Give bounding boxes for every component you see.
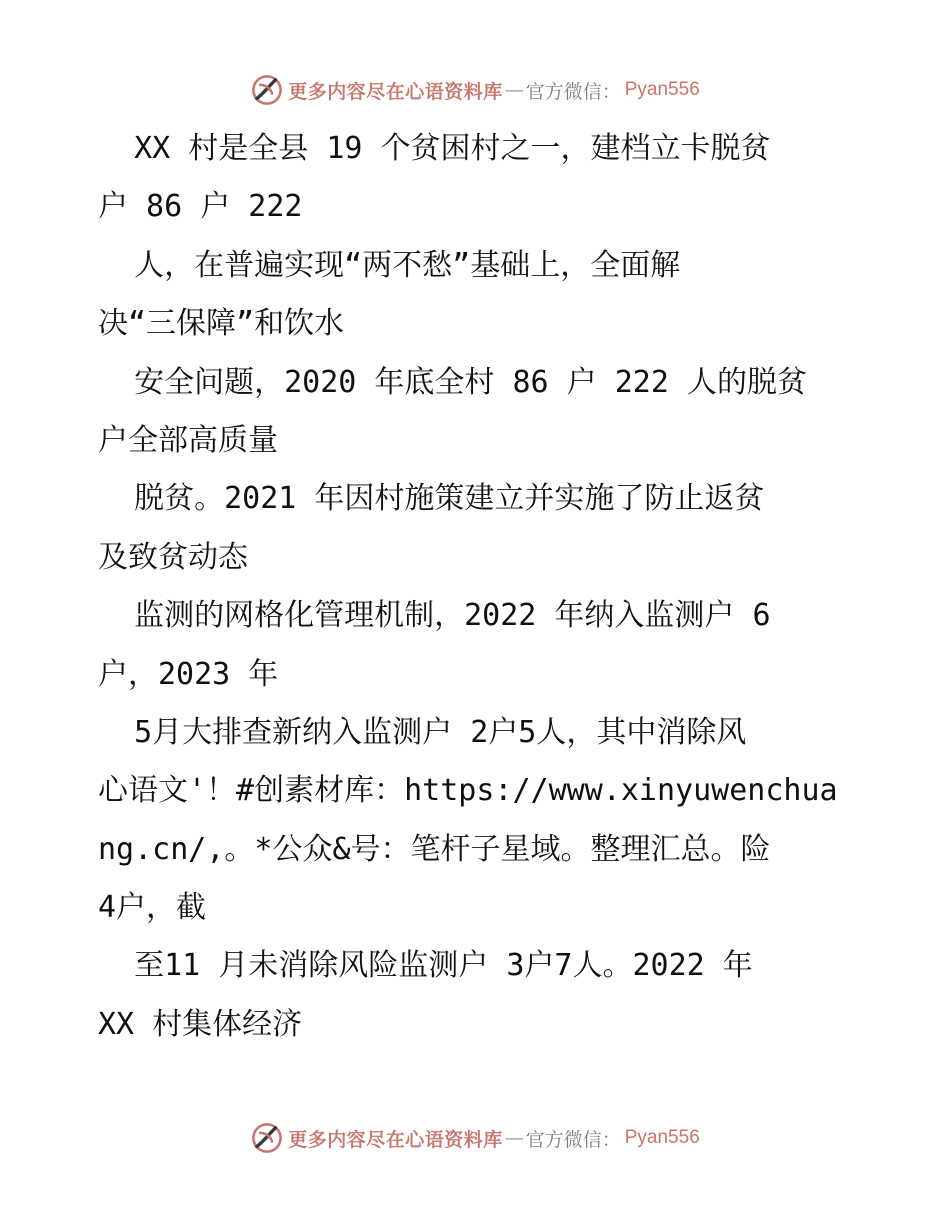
banner-separator: — [504,79,524,101]
banner-separator: — [504,1127,524,1149]
text-line: 5月大排查新纳入监测户 2户5人，其中消除风 [98,714,747,750]
text-line: XX 村集体经济 [98,1006,303,1042]
text-line: 决“三保障”和饮水 [98,306,345,342]
text-line: 安全问题，2020 年底全村 86 户 222 人的脱贫 [98,364,807,400]
text-line: 人，在普遍实现“两不愁”基础上，全面解 [98,247,681,283]
text-line: 监测的网格化管理机制，2022 年纳入监测户 6 [98,598,771,634]
text-line: 心语文'！#创素材库：https://www.xinyuwenchua [98,773,838,809]
text-line: 户，2023 年 [98,656,279,692]
text-line: 户 86 户 222 [98,189,303,225]
text-line: ng.cn/,。*公众&号：笔杆子星域。整理汇总。险 [98,831,771,867]
pen-logo-icon [250,73,284,107]
banner-brand: 更多内容尽在心语资料库 [288,1128,503,1151]
text-line: 4户，截 [98,890,207,926]
banner-wechat-label: 官方微信： [525,80,621,103]
banner-wechat-label: 官方微信： [525,1128,621,1151]
banner-wechat-account: Pyan556 [624,79,700,100]
text-line: 户全部高质量 [98,422,278,458]
banner-brand: 更多内容尽在心语资料库 [288,80,503,103]
banner-wechat-account: Pyan556 [624,1127,700,1148]
text-line: XX 村是全县 19 个贫困村之一，建档立卡脱贫 [98,131,771,166]
header-banner [0,70,950,110]
footer-banner [0,1118,950,1158]
text-line: 至11 月未消除风险监测户 3户7人。2022 年 [98,948,753,984]
pen-logo-icon [250,1121,284,1155]
text-line: 及致贫动态 [98,539,248,575]
document-body [98,120,858,1054]
text-line: 脱贫。2021 年因村施策建立并实施了防止返贫 [98,481,765,517]
